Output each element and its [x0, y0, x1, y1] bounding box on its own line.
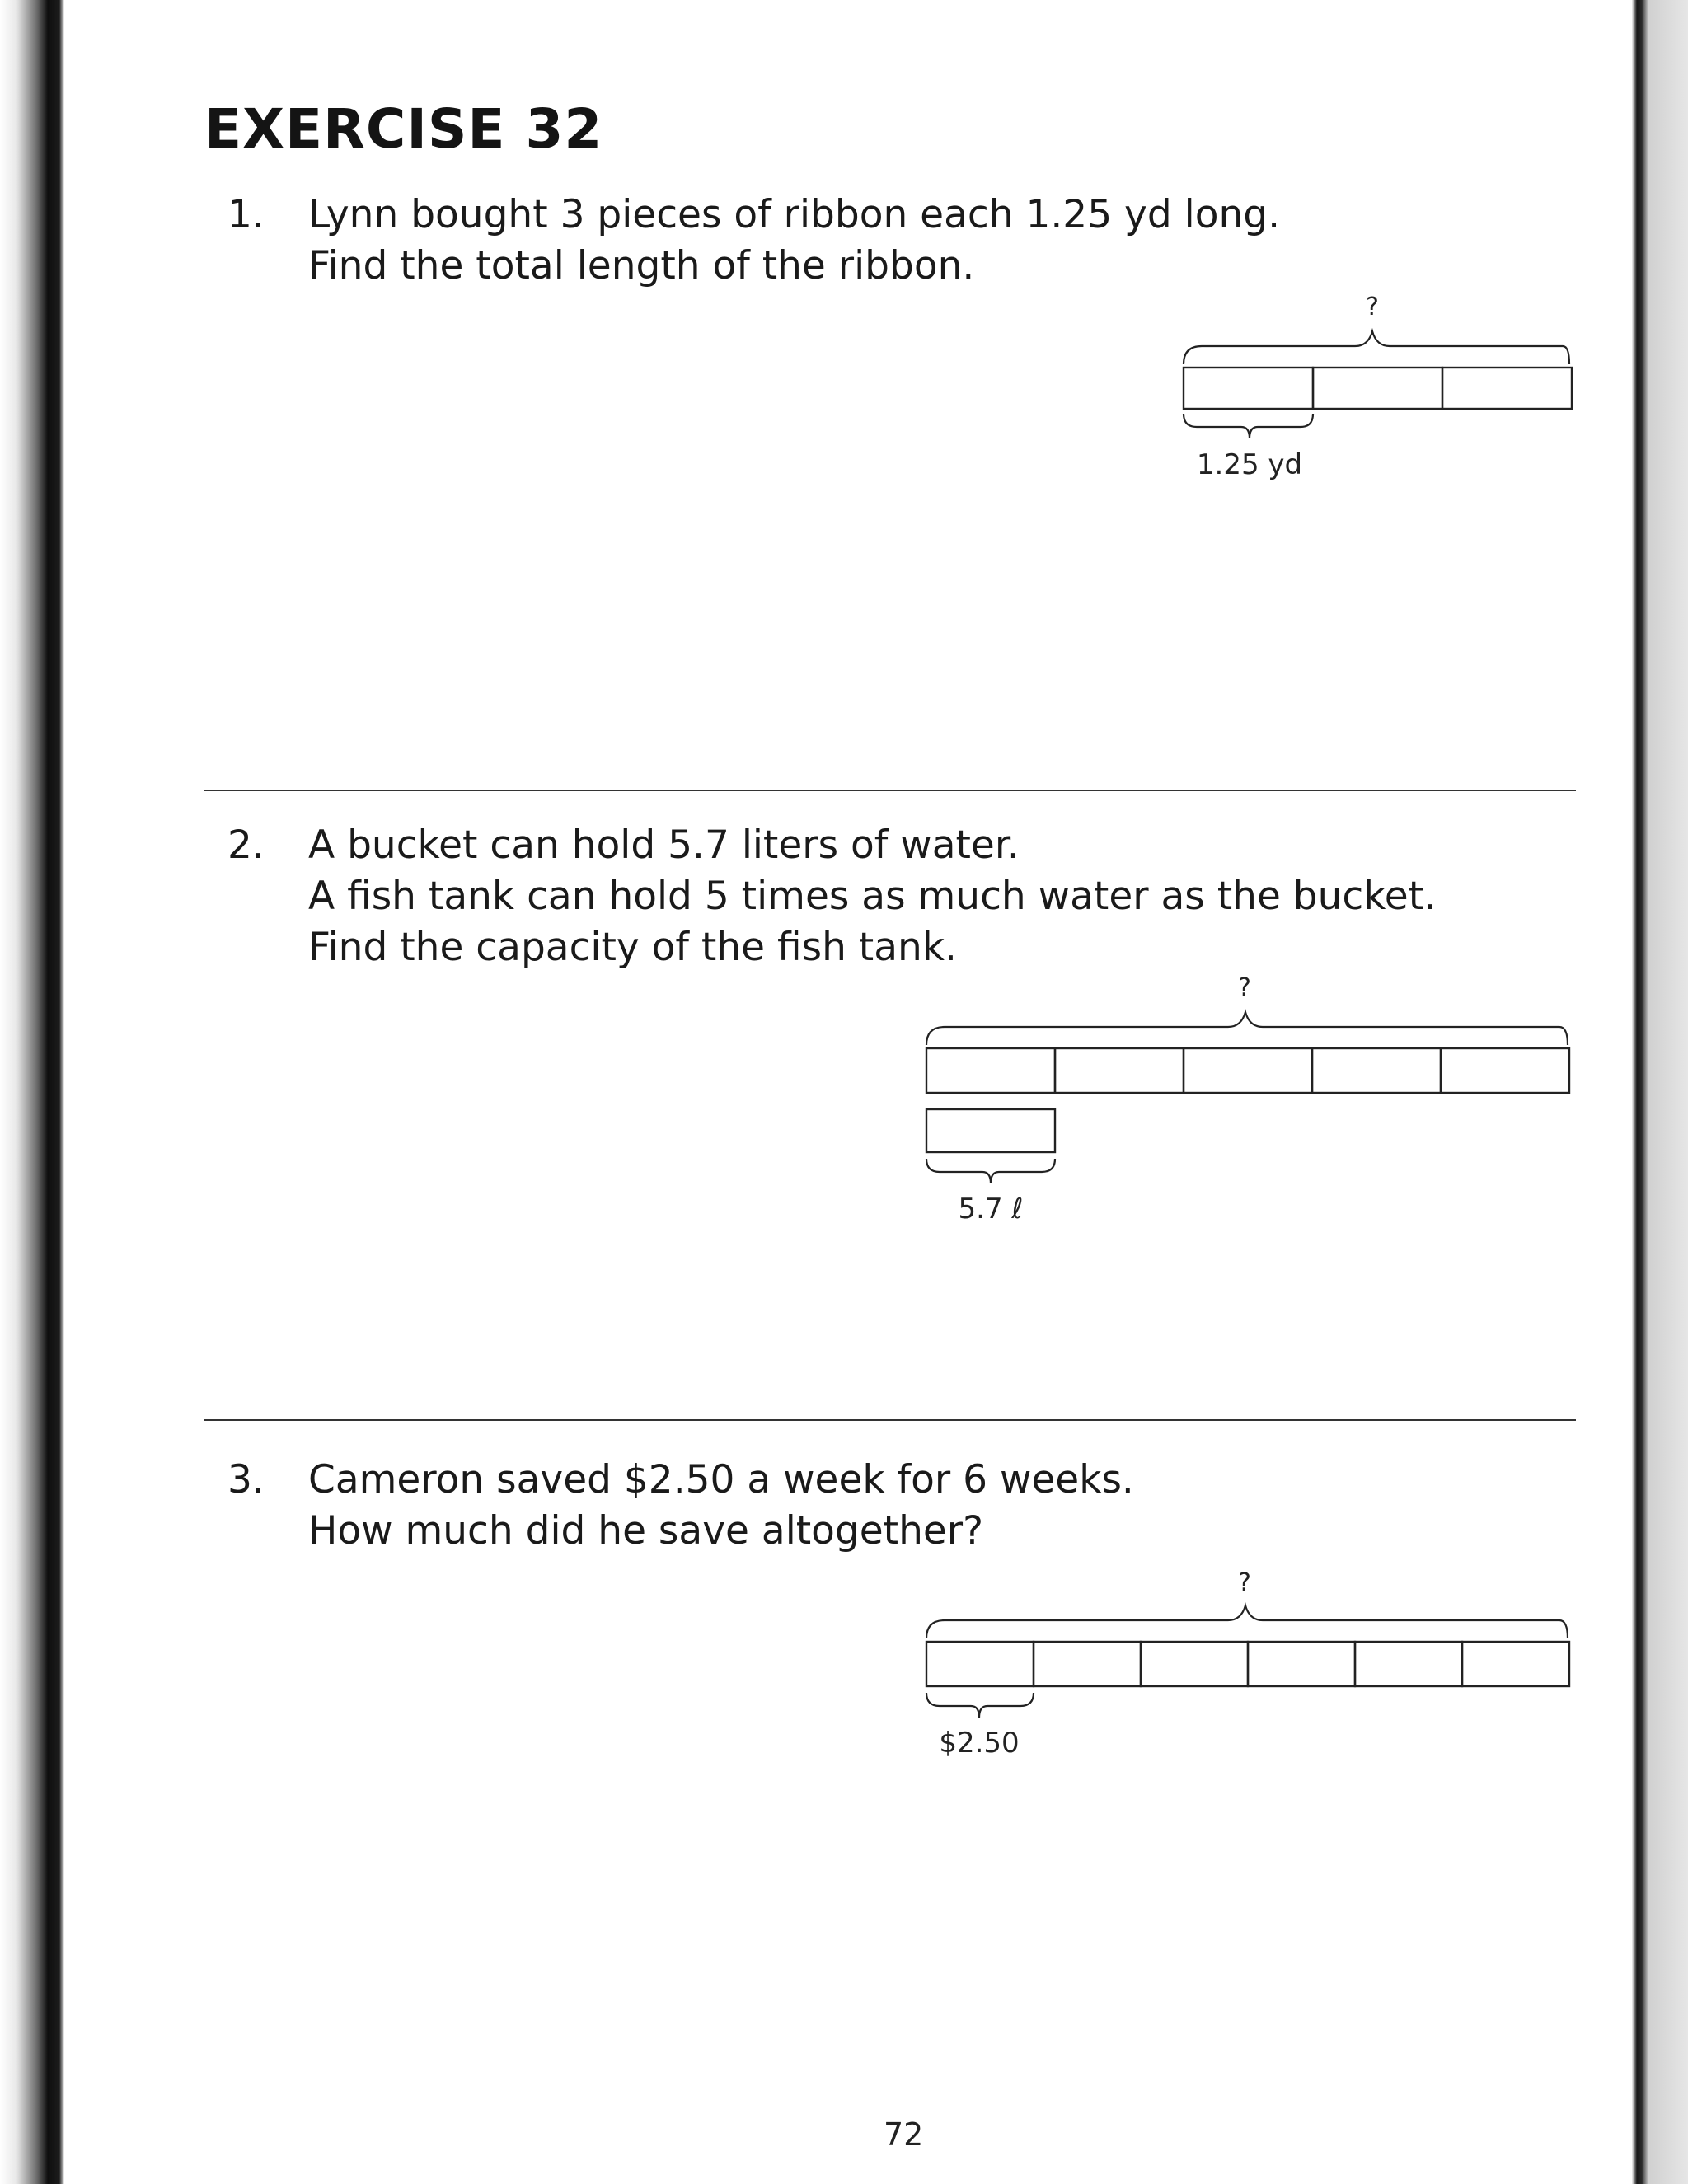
- bar-model-2: [913, 964, 1581, 1236]
- bucket-box: [926, 1109, 1055, 1152]
- problem-line: Find the total length of the ribbon.: [308, 243, 975, 288]
- problem-line: How much did he save altogether?: [308, 1508, 984, 1554]
- total-brace: [926, 1605, 1568, 1638]
- problem-text: [308, 190, 1545, 292]
- model-unit-box: [926, 1642, 1034, 1686]
- problem-line: A fish tank can hold 5 times as much water as the bucket.: [308, 874, 1437, 919]
- unit-brace: [926, 1693, 1034, 1718]
- book-spine-shadow: [0, 0, 64, 2184]
- bar-model-1: [1170, 288, 1582, 486]
- unit-brace: [926, 1159, 1055, 1183]
- unknown-label: ?: [1238, 973, 1251, 1002]
- section-divider: [204, 1419, 1576, 1421]
- model-unit-box: [1055, 1048, 1184, 1093]
- problem-line: Find the capacity of the fish tank.: [308, 925, 957, 970]
- unit-label: $2.50: [939, 1727, 1020, 1760]
- problem-line: Lynn bought 3 pieces of ribbon each 1.25 yd long.: [308, 192, 1281, 237]
- problem-number: 3.: [227, 1457, 265, 1502]
- unit-brace: [1184, 414, 1313, 438]
- model-unit-box: [1442, 368, 1572, 409]
- model-unit-box: [1355, 1642, 1462, 1686]
- page-number: 72: [884, 2116, 924, 2153]
- section-divider: [204, 790, 1576, 791]
- unknown-label: ?: [1238, 1568, 1251, 1597]
- model-unit-box: [1034, 1642, 1141, 1686]
- problem-line: Cameron saved $2.50 a week for 6 weeks.: [308, 1457, 1134, 1502]
- problem-line: A bucket can hold 5.7 liters of water.: [308, 823, 1020, 868]
- model-unit-box: [1441, 1048, 1569, 1093]
- problem-number: 2.: [227, 823, 265, 868]
- model-unit-box: [1248, 1642, 1355, 1686]
- problem-number: 1.: [227, 192, 265, 237]
- total-brace: [1184, 331, 1569, 364]
- model-unit-box: [1184, 368, 1313, 409]
- total-brace: [926, 1012, 1568, 1045]
- unit-label: 1.25 yd: [1196, 448, 1303, 481]
- exercise-title: EXERCISE 32: [204, 97, 603, 161]
- problem-text: [308, 820, 1545, 973]
- model-unit-box: [1184, 1048, 1312, 1093]
- bar-model-3: [913, 1563, 1581, 1777]
- unit-label: 5.7 ℓ: [958, 1193, 1024, 1226]
- page-edge-shadow: [1632, 0, 1688, 2184]
- model-unit-box: [1141, 1642, 1248, 1686]
- model-unit-box: [1462, 1642, 1569, 1686]
- problem-text: [308, 1455, 1545, 1557]
- model-unit-box: [1312, 1048, 1441, 1093]
- model-unit-box: [1313, 368, 1442, 409]
- model-unit-box: [926, 1048, 1055, 1093]
- unknown-label: ?: [1366, 293, 1379, 321]
